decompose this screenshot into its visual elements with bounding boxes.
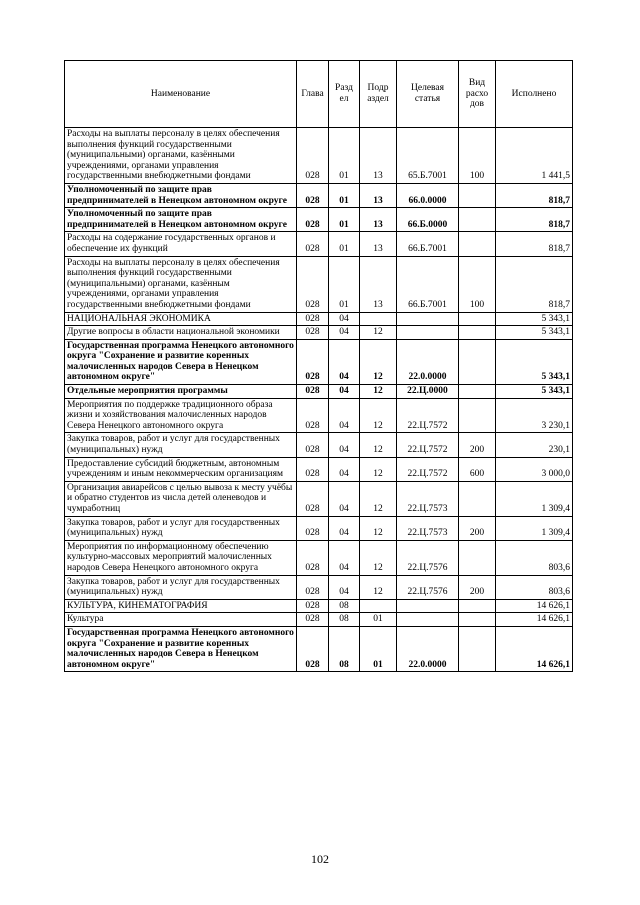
col-header-subsection: Подр аздел [360, 61, 397, 128]
col-header-name: Наименование [65, 61, 297, 128]
col-header-expense-type: Вид расхо дов [459, 61, 496, 128]
cell-vr: 100 [459, 128, 496, 184]
table-row [65, 339, 573, 384]
col-header-target-item: Целевая статья [397, 61, 459, 128]
cell-cs: 22.Ц.7572 [397, 433, 459, 457]
cell-cs: 66.Б.7001 [397, 232, 459, 256]
cell-vr [459, 326, 496, 340]
cell-cs: 66.0.0000 [397, 183, 459, 207]
cell-vr [459, 208, 496, 232]
cell-cs [397, 613, 459, 627]
cell-gl: 028 [297, 128, 329, 184]
cell-name: КУЛЬТУРА, КИНЕМАТОГРАФИЯ [65, 599, 297, 613]
cell-pr: 12 [360, 575, 397, 599]
cell-pr: 12 [360, 481, 397, 516]
cell-rz: 04 [329, 540, 360, 575]
cell-name: Закупка товаров, работ и услуг для государственных (муниципальных) нужд [65, 575, 297, 599]
table-row [65, 613, 573, 627]
cell-rz: 04 [329, 339, 360, 384]
page-number: 102 [311, 852, 329, 866]
cell-name: Закупка товаров, работ и услуг для государственных (муниципальных) нужд [65, 433, 297, 457]
cell-name: Уполномоченный по защите прав предпринимателей в Ненецком автономном округе [65, 208, 297, 232]
cell-rz: 01 [329, 256, 360, 312]
cell-pr: 13 [360, 128, 397, 184]
table-row [65, 183, 573, 207]
cell-pr: 12 [360, 540, 397, 575]
cell-gl: 028 [297, 599, 329, 613]
cell-pr: 12 [360, 398, 397, 433]
cell-name: Отдельные мероприятия программы [65, 385, 297, 399]
cell-rz: 04 [329, 385, 360, 399]
cell-sum: 14 626,1 [496, 626, 573, 671]
cell-gl: 028 [297, 626, 329, 671]
cell-pr: 12 [360, 339, 397, 384]
cell-sum: 5 343,1 [496, 339, 573, 384]
header-row [65, 61, 573, 128]
cell-pr [360, 599, 397, 613]
cell-gl: 028 [297, 575, 329, 599]
cell-vr: 200 [459, 516, 496, 540]
cell-sum: 1 309,4 [496, 516, 573, 540]
budget-table [64, 60, 573, 672]
cell-sum: 5 343,1 [496, 312, 573, 326]
cell-gl: 028 [297, 385, 329, 399]
cell-rz: 04 [329, 398, 360, 433]
cell-cs: 22.Ц.7572 [397, 398, 459, 433]
cell-sum: 3 000,0 [496, 457, 573, 481]
table-row [65, 457, 573, 481]
cell-name: Государственная программа Ненецкого автономного округа "Сохранение и развитие коренных малочисленных народов Севера в Ненецком автономном округе" [65, 339, 297, 384]
cell-name: Расходы на содержание государственных органов и обеспечение их функций [65, 232, 297, 256]
cell-name: Предоставление субсидий бюджетным, автономным учреждениям и иным некоммерческим организациям [65, 457, 297, 481]
cell-cs: 22.Ц.0000 [397, 385, 459, 399]
cell-vr: 100 [459, 256, 496, 312]
cell-rz: 04 [329, 575, 360, 599]
table-row [65, 540, 573, 575]
cell-rz: 04 [329, 326, 360, 340]
cell-pr: 12 [360, 433, 397, 457]
table-row [65, 433, 573, 457]
cell-vr [459, 481, 496, 516]
cell-gl: 028 [297, 183, 329, 207]
cell-cs: 22.Ц.7576 [397, 540, 459, 575]
cell-name: Государственная программа Ненецкого автономного округа "Сохранение и развитие коренных малочисленных народов Севера в Ненецком автономном округе" [65, 626, 297, 671]
cell-name: НАЦИОНАЛЬНАЯ ЭКОНОМИКА [65, 312, 297, 326]
cell-pr [360, 312, 397, 326]
cell-rz: 01 [329, 183, 360, 207]
cell-sum: 818,7 [496, 208, 573, 232]
cell-cs: 22.Ц.7573 [397, 516, 459, 540]
table-row [65, 232, 573, 256]
cell-rz: 04 [329, 433, 360, 457]
cell-sum: 230,1 [496, 433, 573, 457]
table-row [65, 481, 573, 516]
cell-vr [459, 613, 496, 627]
cell-name: Мероприятия по поддержке традиционного образа жизни и хозяйствования малочисленных народов Севера Ненецкого автономного округа [65, 398, 297, 433]
cell-sum: 3 230,1 [496, 398, 573, 433]
table-row [65, 128, 573, 184]
cell-name: Расходы на выплаты персоналу в целях обеспечения выполнения функций государственными (муниципальными) органами, казённым учреждениями, органами управления государственными внебюджетными фондами [65, 256, 297, 312]
cell-cs [397, 326, 459, 340]
cell-gl: 028 [297, 232, 329, 256]
cell-rz: 08 [329, 626, 360, 671]
cell-sum: 803,6 [496, 575, 573, 599]
cell-pr: 12 [360, 326, 397, 340]
cell-sum: 803,6 [496, 540, 573, 575]
col-header-executed: Исполнено [496, 61, 573, 128]
cell-gl: 028 [297, 326, 329, 340]
cell-sum: 818,7 [496, 232, 573, 256]
cell-gl: 028 [297, 433, 329, 457]
cell-rz: 08 [329, 599, 360, 613]
cell-gl: 028 [297, 481, 329, 516]
cell-cs: 22.Ц.7573 [397, 481, 459, 516]
cell-vr: 200 [459, 433, 496, 457]
cell-rz: 01 [329, 232, 360, 256]
cell-sum: 5 343,1 [496, 326, 573, 340]
table-row [65, 256, 573, 312]
cell-gl: 028 [297, 312, 329, 326]
cell-cs [397, 312, 459, 326]
cell-pr: 13 [360, 232, 397, 256]
cell-gl: 028 [297, 516, 329, 540]
cell-pr: 13 [360, 256, 397, 312]
cell-cs [397, 599, 459, 613]
cell-rz: 01 [329, 128, 360, 184]
cell-vr: 200 [459, 575, 496, 599]
cell-vr [459, 398, 496, 433]
table-row [65, 398, 573, 433]
cell-name: Расходы на выплаты персоналу в целях обеспечения выполнения функций государственными (муниципальными) органами, казёнными учреждениями, органами управления государственными внебюджетными фондами [65, 128, 297, 184]
cell-rz: 04 [329, 516, 360, 540]
cell-gl: 028 [297, 540, 329, 575]
cell-sum: 5 343,1 [496, 385, 573, 399]
col-header-section: Разд ел [329, 61, 360, 128]
cell-rz: 01 [329, 208, 360, 232]
cell-sum: 1 441,5 [496, 128, 573, 184]
table-row [65, 516, 573, 540]
cell-name: Культура [65, 613, 297, 627]
cell-cs: 66.Б.7001 [397, 256, 459, 312]
col-header-chapter: Глава [297, 61, 329, 128]
cell-name: Закупка товаров, работ и услуг для государственных (муниципальных) нужд [65, 516, 297, 540]
cell-sum: 1 309,4 [496, 481, 573, 516]
table-row [65, 626, 573, 671]
cell-rz: 04 [329, 312, 360, 326]
cell-gl: 028 [297, 208, 329, 232]
cell-sum: 14 626,1 [496, 599, 573, 613]
cell-name: Организация авиарейсов с целью вывоза к месту учёбы и обратно студентов из числа детей оленеводов и чумработниц [65, 481, 297, 516]
cell-vr [459, 232, 496, 256]
cell-cs: 22.0.0000 [397, 339, 459, 384]
cell-cs: 22.Ц.7572 [397, 457, 459, 481]
cell-sum: 14 626,1 [496, 613, 573, 627]
table-row [65, 312, 573, 326]
table-row [65, 575, 573, 599]
table-row [65, 326, 573, 340]
cell-vr: 600 [459, 457, 496, 481]
table-row [65, 385, 573, 399]
cell-pr: 13 [360, 183, 397, 207]
cell-cs: 66.Б.0000 [397, 208, 459, 232]
cell-name: Уполномоченный по защите прав предпринимателей в Ненецком автономном округе [65, 183, 297, 207]
cell-cs: 65.Б.7001 [397, 128, 459, 184]
cell-gl: 028 [297, 398, 329, 433]
cell-vr [459, 540, 496, 575]
cell-cs: 22.Ц.7576 [397, 575, 459, 599]
cell-gl: 028 [297, 256, 329, 312]
cell-vr [459, 183, 496, 207]
cell-vr [459, 339, 496, 384]
cell-gl: 028 [297, 339, 329, 384]
cell-pr: 12 [360, 516, 397, 540]
cell-vr [459, 599, 496, 613]
cell-pr: 01 [360, 613, 397, 627]
cell-gl: 028 [297, 457, 329, 481]
cell-rz: 08 [329, 613, 360, 627]
cell-sum: 818,7 [496, 183, 573, 207]
table-body [65, 128, 573, 672]
cell-pr: 01 [360, 626, 397, 671]
cell-sum: 818,7 [496, 256, 573, 312]
cell-pr: 13 [360, 208, 397, 232]
table-row [65, 208, 573, 232]
cell-cs: 22.0.0000 [397, 626, 459, 671]
cell-vr [459, 312, 496, 326]
cell-pr: 12 [360, 385, 397, 399]
cell-vr [459, 626, 496, 671]
cell-vr [459, 385, 496, 399]
cell-rz: 04 [329, 481, 360, 516]
cell-pr: 12 [360, 457, 397, 481]
table-row [65, 599, 573, 613]
cell-name: Другие вопросы в области национальной экономики [65, 326, 297, 340]
cell-rz: 04 [329, 457, 360, 481]
cell-name: Мероприятия по информационному обеспечению культурно-массовых мероприятий малочисленных народов Севера Ненецкого автономного округа [65, 540, 297, 575]
cell-gl: 028 [297, 613, 329, 627]
